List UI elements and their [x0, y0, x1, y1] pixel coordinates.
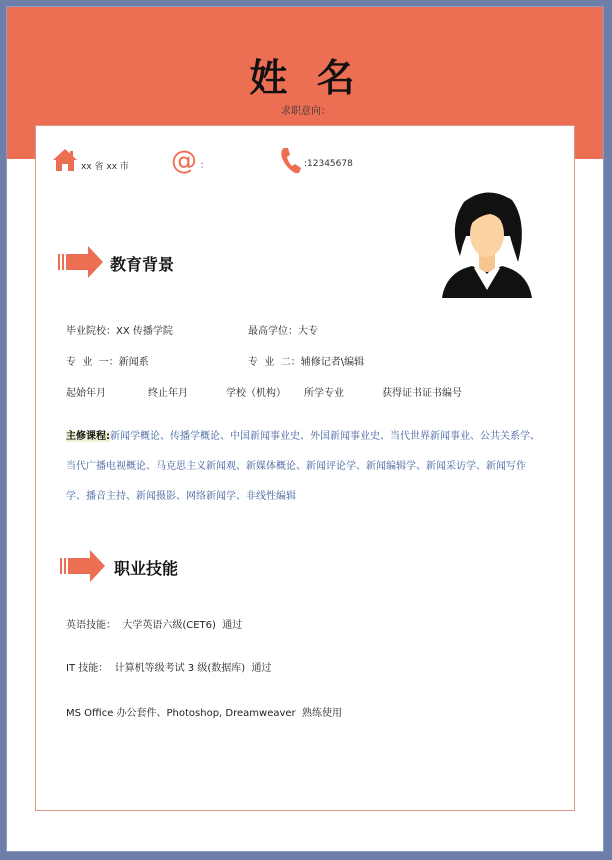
column-end-date: 终止年月 [148, 388, 188, 399]
avatar [432, 186, 542, 301]
resume-page [6, 6, 604, 852]
column-school: 学校（机构） [226, 388, 286, 399]
skills-arrow-icon [60, 546, 106, 586]
name-heading: 姓 名 [249, 56, 363, 100]
address-text: xx 省 xx 市 [81, 162, 129, 172]
english-skill: 英语技能： 大学英语六级(CET6) 通过 [66, 620, 243, 631]
major-two-text: 专 业 二：辅修记者\编辑 [248, 357, 365, 368]
email-text: ： [200, 161, 210, 171]
courses-list: 新闻学概论、传播学概论、中国新闻事业史、外国新闻事业史、当代世界新闻事业、公共关系学、当代广播电视概论、马克思主义新闻观、新媒体概论、新闻评论学、新闻编辑学、新闻采访学、新闻写作学、播音主持、新闻摄影、网络新闻学、非线性编辑 [66, 431, 540, 502]
column-major: 所学专业 [304, 388, 344, 399]
skills-title: 职业技能 [114, 559, 179, 578]
courses-block [66, 422, 542, 512]
phone-text: :12345678 [304, 159, 353, 169]
major-one-text: 专 业 一：新闻系 [66, 357, 149, 368]
office-skill: MS Office 办公套件、Photoshop, Dreamweaver 熟练使用 [66, 708, 343, 719]
phone-icon [280, 146, 302, 174]
courses-label: 主修课程: [66, 431, 110, 442]
home-icon [52, 148, 78, 172]
job-intent: 求职意向： [281, 106, 331, 117]
svg-text:@: @ [171, 146, 197, 174]
education-arrow-icon [58, 242, 104, 282]
resume-card [35, 125, 575, 811]
it-skill: IT 技能： 计算机等级考试 3 级(数据库) 通过 [66, 663, 272, 674]
column-start-date: 起始年月 [66, 388, 106, 399]
column-certificate: 获得证书证书编号 [382, 388, 462, 399]
school-text: 毕业院校：XX 传播学院 [66, 326, 173, 337]
degree-text: 最高学位：大专 [248, 326, 318, 337]
education-title: 教育背景 [110, 255, 175, 274]
at-icon [170, 146, 198, 174]
